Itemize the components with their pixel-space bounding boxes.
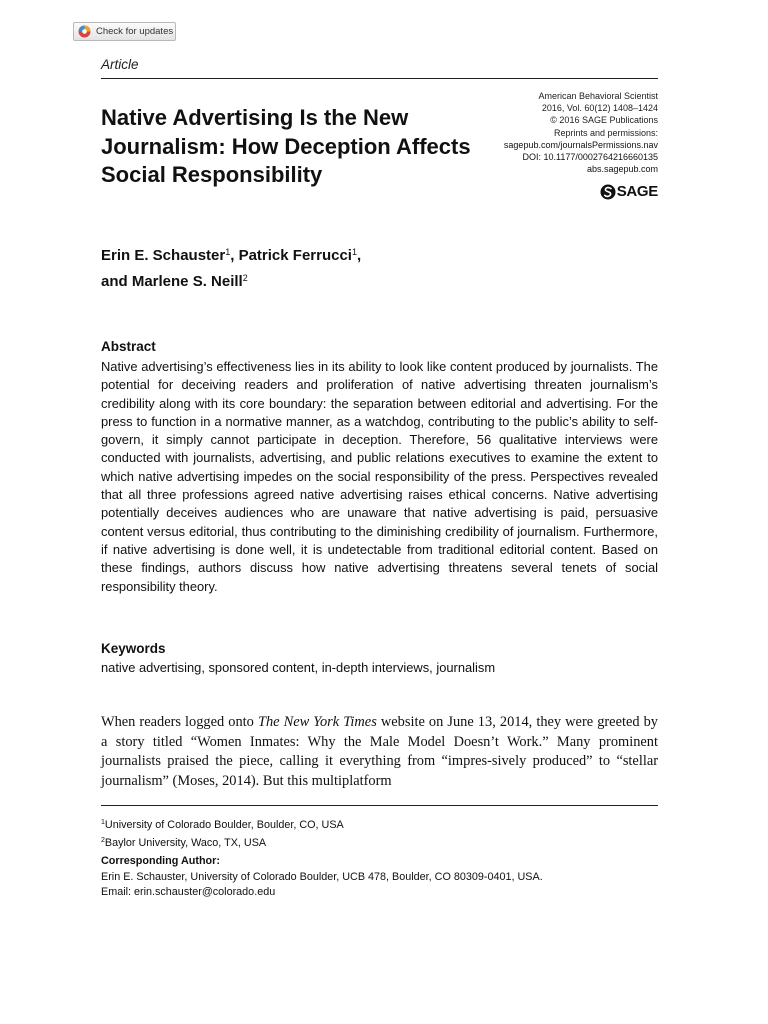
footnote-text: University of Colorado Boulder, Boulder, CO, USA bbox=[104, 819, 344, 831]
keywords-heading: Keywords bbox=[101, 641, 166, 656]
permissions-link[interactable]: sagepub.com/journalsPermissions.nav bbox=[503, 139, 658, 150]
header-rule bbox=[101, 78, 658, 79]
sage-logo-text: SAGE bbox=[616, 183, 658, 200]
article-type-label: Article bbox=[101, 57, 139, 72]
author-name: and Marlene S. Neill bbox=[101, 273, 243, 290]
journal-site-link[interactable]: abs.sagepub.com bbox=[586, 164, 658, 175]
author-list bbox=[101, 241, 521, 293]
body-text-rest: website on June 13, 2014, they were greeted by a story titled “Women Inmates: Why the Male Model Doesn’t Work.” Many prominent journalists praised the piece, calling it everything from “impres-sively produced” to “stellar journalism” (Moses, 2014). But this multiplatform bbox=[101, 714, 659, 789]
author-affiliation-mark: 1 bbox=[225, 247, 231, 257]
author-affiliation-mark: 2 bbox=[242, 273, 248, 283]
footnote-rule bbox=[101, 805, 658, 806]
corresponding-author-details bbox=[101, 870, 658, 900]
email-label: Email: bbox=[101, 886, 134, 898]
corresponding-author-address: Erin E. Schauster, University of Colorado Boulder, UCB 478, Boulder, CO 80309-0401, USA. bbox=[101, 871, 543, 883]
affiliation-footnote bbox=[101, 833, 658, 851]
footnote-number: 1 bbox=[101, 819, 105, 826]
journal-copyright: © 2016 SAGE Publications bbox=[550, 115, 658, 126]
corresponding-author-email-line bbox=[101, 885, 658, 900]
footnote-text: Baylor University, Waco, TX, USA bbox=[104, 837, 267, 849]
abstract-heading: Abstract bbox=[101, 339, 156, 354]
author-affiliation-mark: 1 bbox=[351, 247, 357, 257]
journal-volume: 2016, Vol. 60(12) 1408–1424 bbox=[541, 103, 658, 114]
email-link[interactable]: erin.schauster@colorado.edu bbox=[134, 886, 276, 898]
journal-info bbox=[458, 90, 658, 175]
footnote-number: 2 bbox=[101, 837, 105, 844]
publication-name: The New York Times bbox=[257, 714, 377, 730]
body-paragraph bbox=[101, 713, 658, 791]
keywords-text: native advertising, sponsored content, in-depth interviews, journalism bbox=[101, 660, 496, 675]
affiliation-footnotes bbox=[101, 815, 658, 851]
journal-name: American Behavioral Scientist bbox=[538, 91, 658, 101]
corresponding-author-heading: Corresponding Author: bbox=[101, 855, 220, 867]
abstract-text: Native advertising’s effectiveness lies in its ability to look like content produced by journalists. The potential for deceiving readers and proliferation of native advertising threaten journalism’s credibility along with its core boundary: the separation between editorial and advertising. For the press to function in a normative manner, as a watchdog, contributing to the public’s ability to self-govern, it simply cannot participate in deception. Therefore, 56 qualitative interviews were conducted with journalists, advertising, and public relations executives to examine the extent to which native advertising impedes on the social responsibility of the press. Perspectives revealed that all three professions agreed native advertising raises ethical concerns. Native advertising potentially deceives audiences who are unaware that native advertising is paid, persuasive content versus editorial, thus contributing to the diminishing credibility of journalism. Furthermore, if native advertising is done well, it is undetectable from traditional editorial content. Based on these findings, authors discuss how native advertising threatens several tenets of social responsibility theory. bbox=[101, 359, 658, 594]
author-name: Erin E. Schauster bbox=[101, 247, 226, 264]
author-name: Patrick Ferrucci bbox=[238, 247, 352, 264]
check-for-updates-label: Check for updates bbox=[96, 26, 174, 37]
author-separator: , bbox=[230, 247, 239, 264]
affiliation-footnote bbox=[101, 815, 658, 833]
sage-logo bbox=[600, 183, 658, 200]
article-title: Native Advertising Is the New Journalism: How Deception Affects Social Responsibility bbox=[101, 105, 471, 187]
reprints-label: Reprints and permissions: bbox=[553, 127, 658, 138]
doi-link[interactable]: DOI: 10.1177/0002764216660135 bbox=[522, 152, 658, 163]
sage-logo-icon bbox=[600, 184, 616, 200]
author-separator: , bbox=[357, 247, 362, 264]
body-text-start: When readers logged onto bbox=[101, 714, 258, 730]
check-for-updates-button[interactable] bbox=[73, 22, 176, 41]
crossmark-icon bbox=[78, 25, 91, 38]
